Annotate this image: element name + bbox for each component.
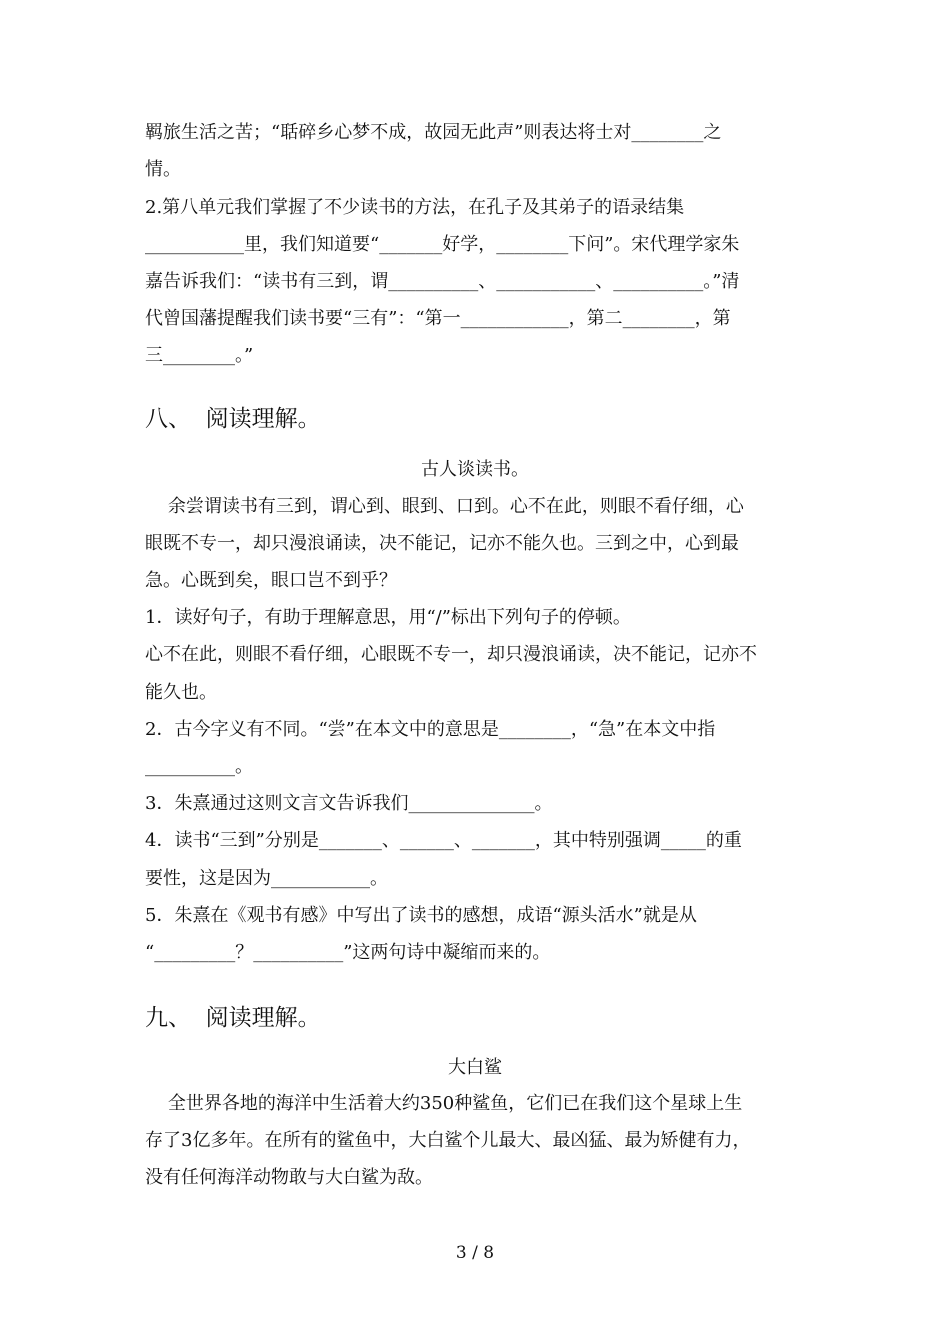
passage-title: 古人谈读书。	[421, 459, 529, 480]
question-line: 4．读书“三到”分别是_______、______、_______，其中特别强调_____的重	[145, 830, 742, 851]
question-line: 2．古今字义有不同。“尝”在本文中的意思是________，“急”在本文中指	[145, 719, 716, 740]
text-line: 代曾国藩提醒我们读书要“三有”：“第一____________，第二________，第	[145, 308, 731, 329]
section-heading: 九、 阅读理解。	[145, 1005, 321, 1031]
text-line: 三________。”	[145, 345, 254, 366]
page-number: 3 / 8	[455, 1243, 495, 1263]
text-line: 要性，这是因为___________。	[145, 868, 388, 889]
question-line: 3．朱熹通过这则文言文告诉我们______________。	[145, 793, 553, 814]
text-line: 眼既不专一，却只漫浪诵读，决不能记，记亦不能久也。三到之中，心到最	[145, 533, 739, 554]
text-line: 2.第八单元我们掌握了不少读书的方法，在孔子及其弟子的语录结集	[145, 197, 685, 218]
text-line: __________。	[145, 756, 253, 777]
text-line: 心不在此，则眼不看仔细，心眼既不专一，却只漫浪诵读，决不能记，记亦不	[145, 644, 757, 665]
question-line: 5．朱熹在《观书有感》中写出了读书的感想，成语“源头活水”就是从	[145, 905, 697, 926]
text-line: 嘉告诉我们：“读书有三到，谓__________、___________、__________。”清	[145, 271, 740, 292]
passage-title: 大白鲨	[448, 1057, 502, 1078]
text-line: 余尝谓读书有三到，谓心到、眼到、口到。心不在此，则眼不看仔细，心	[145, 496, 744, 517]
text-line: 情。	[145, 159, 181, 180]
text-line: 能久也。	[145, 682, 217, 703]
question-line: 1．读好句子，有助于理解意思，用“/”标出下列句子的停顿。	[145, 607, 631, 628]
text-line: 全世界各地的海洋中生活着大约350种鲨鱼，它们已在我们这个星球上生	[145, 1093, 743, 1114]
text-line: 没有任何海洋动物敢与大白鲨为敌。	[145, 1167, 433, 1188]
text-line: ___________里，我们知道要“_______好学，________下问”。宋代理学家朱	[145, 234, 740, 255]
text-line: “_________？__________”这两句诗中凝缩而来的。	[145, 942, 551, 963]
text-line: 羁旅生活之苦；“聒碎乡心梦不成，故园无此声”则表达将士对________之	[145, 122, 722, 143]
section-heading: 八、 阅读理解。	[145, 406, 321, 432]
text-line: 存了3亿多年。在所有的鲨鱼中，大白鲨个儿最大、最凶猛、最为矫健有力，	[145, 1130, 751, 1151]
text-line: 急。心既到矣，眼口岂不到乎？	[145, 570, 397, 591]
